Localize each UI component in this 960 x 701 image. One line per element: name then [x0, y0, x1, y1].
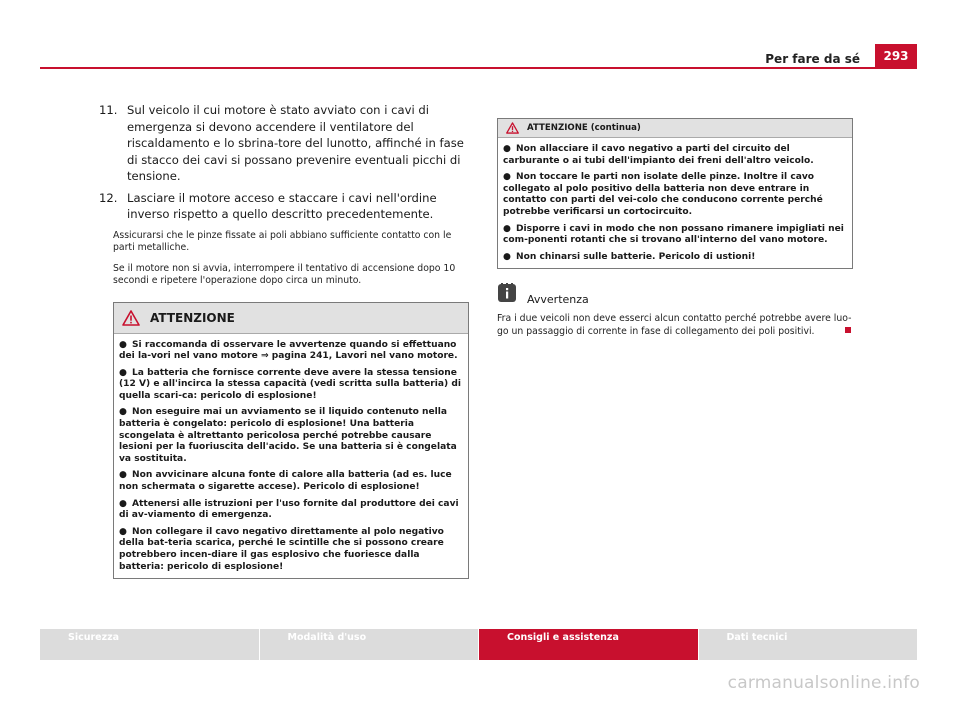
warning-bullet: ● Non chinarsi sulle batterie. Pericolo di ustioni! [503, 251, 756, 262]
warning-continued-header [498, 119, 852, 138]
step-number: 11. [99, 103, 118, 117]
warning-bullet: ● Non avvicinare alcuna fonte di calore alla batteria (ad es. luce non schermata o sigarette accese). Pericolo di esplosione! [119, 470, 452, 493]
warning-bullet: ● Attenersi alle istruzioni per l'uso fornite dal produttore dei cavi di av-viamento di emergenza. [119, 498, 459, 521]
body-paragraph: Se il motore non si avvia, interrompere il tentativo di accensione dopo 10 secondi e ripetere l'operazione dopo circa un minuto. [113, 262, 456, 286]
footer-tab-dati-tecnici[interactable]: Dati tecnici [699, 629, 918, 660]
info-note-icon [497, 283, 517, 307]
step-text: Lasciare il motore acceso e staccare i cavi nell'ordine inverso rispetto a quello descritto precedentemente. [127, 190, 437, 221]
step-number: 12. [99, 190, 118, 205]
watermark: carmanualsonline.info [727, 673, 920, 693]
warning-triangle-icon [506, 122, 519, 134]
body-paragraph: Assicurarsi che le pinze fissate ai poli abbiano sufficiente contatto con le parti metalliche. [113, 229, 452, 253]
warning-bullet: ● La batteria che fornisce corrente deve avere la stessa tensione (12 V) e all'incirca la stessa capacità (vedi scritta sulla batteria) di quella scari-ca: pericolo di esplosione! [119, 367, 461, 401]
warning-bullet: ● Non allacciare il cavo negativo a parti del circuito del carburante o ai tubi dell'impianto dei freni dell'altro veicolo. [503, 144, 814, 166]
warning-bullet: ● Non eseguire mai un avviamento se il liquido contenuto nella batteria è congelato: pericolo di esplosione! Una batteria scongelata è altrettanto pericolosa perché potrebbe causare lesioni per la fuoriuscita dell'acido. Se una batteria si è congelata va sostituita. [119, 407, 457, 464]
warning-box [113, 302, 469, 580]
left-column [99, 102, 469, 579]
step-text: Sul veicolo il cui motore è stato avviato con i cavi di emergenza si devono accendere il ventilatore del riscaldamento e lo sbrina-tore del lunotto, affinché in fase di stacco dei cavi si possano prevenire eventuali picchi di tensione. [127, 103, 464, 183]
page-header-title: Per fare da sé [765, 52, 860, 66]
step-item [99, 190, 469, 223]
footer-nav [40, 629, 917, 660]
warning-bullet: ● Si raccomanda di osservare le avvertenze quando si effettuano dei la-vori nel vano motore ⇒ pagina 241, Lavori nel vano motore. [119, 339, 458, 362]
warning-title: ATTENZIONE [150, 310, 235, 325]
step-item [99, 102, 469, 185]
warning-continued-body [498, 138, 852, 268]
page-number-badge: 293 [875, 44, 917, 68]
end-of-section-marker [845, 327, 851, 333]
warning-triangle-icon [122, 310, 140, 326]
header-rule [40, 67, 917, 69]
warning-bullet: ● Non collegare il cavo negativo direttamente al polo negativo della bat-teria scarica, perché le scintille che si possono creare potrebbero incen-diare il gas esplosivo che fuoriesce dalla batteria: pericolo di esplosione! [119, 526, 444, 572]
advice-header [497, 283, 853, 307]
advice-title: Avvertenza [527, 292, 589, 306]
warning-continued-title: ATTENZIONE (continua) [527, 123, 641, 133]
footer-tab-modalita-uso[interactable]: Modalità d'uso [260, 629, 479, 660]
advice-text: Fra i due veicoli non deve esserci alcun contatto perché potrebbe avere luo-go un passaggio di corrente in fase di collegamento dei poli positivi. [497, 313, 852, 337]
warning-header [114, 303, 468, 334]
footer-tab-sicurezza[interactable]: Sicurezza [40, 629, 259, 660]
right-column [497, 118, 853, 338]
footer-tab-consigli-assistenza[interactable]: Consigli e assistenza [479, 629, 698, 660]
warning-bullet: ● Disporre i cavi in modo che non possano rimanere impigliati nei com-ponenti rotanti che si trovano all'interno del vano motore. [503, 223, 844, 246]
warning-bullet: ● Non toccare le parti non isolate delle pinze. Inoltre il cavo collegato al polo positivo della batteria non deve entrare in contatto con parti del vei-colo che conducono corrente perché potrebbe verificarsi un cortocircuito. [503, 172, 823, 217]
warning-body [114, 334, 468, 579]
warning-continued-box [497, 118, 853, 269]
